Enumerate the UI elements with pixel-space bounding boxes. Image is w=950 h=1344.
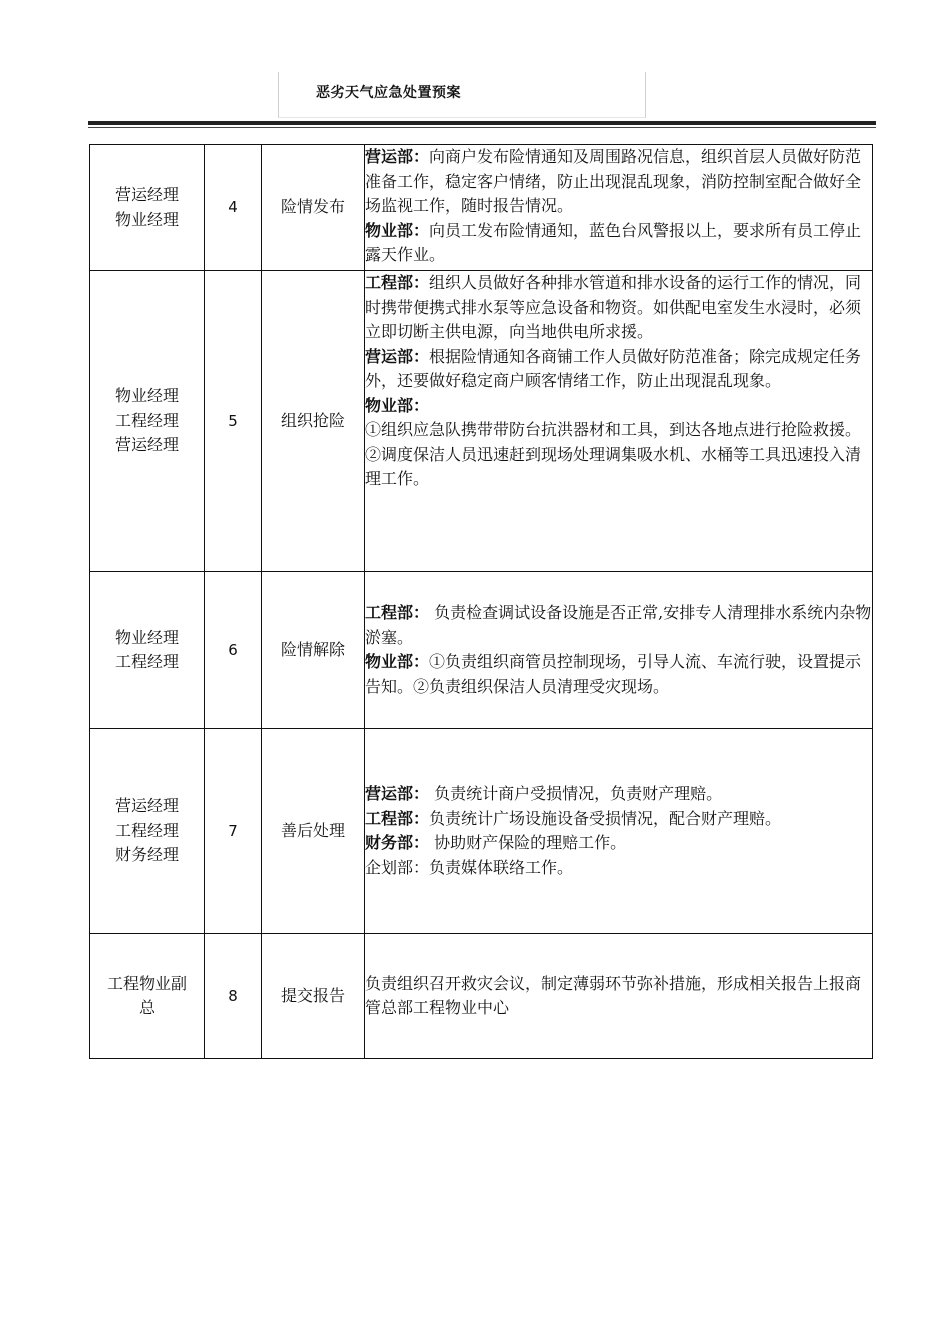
- step-number: 5: [205, 271, 262, 572]
- emergency-plan-table: [89, 144, 873, 1059]
- step-name: 险情发布: [262, 145, 365, 271]
- description-text: 组织人员做好各种排水管道和排水设备的运行工作的情况，同时携带便携式排水泵等应急设备和物资。如供配电室发生水浸时，必须立即切断主供电源，向当地供电所求援。: [365, 273, 862, 341]
- table-row: [90, 271, 873, 572]
- department-label: 工程部：: [365, 603, 430, 622]
- responsible-roles-cell: [90, 934, 205, 1059]
- description-text: 向员工发布险情通知，蓝色台风警报以上，要求所有员工停止露天作业。: [365, 220, 862, 264]
- responsible-role: 物业经理: [114, 209, 179, 229]
- table-row: [90, 572, 873, 729]
- step-number: 6: [205, 572, 262, 729]
- department-label: 工程部：: [365, 273, 430, 292]
- description-paragraph: [365, 782, 872, 807]
- responsible-role: 营运经理: [114, 435, 179, 455]
- responsible-role: 工程经理: [114, 820, 179, 840]
- responsible-role: 工程经理: [114, 410, 179, 430]
- responsible-role: 营运经理: [114, 796, 179, 816]
- description-text: 负责统计商户受损情况，负责财产理赔。: [429, 784, 723, 803]
- description-text: 负责组织召开救灾会议，制定薄弱环节弥补措施，形成相关报告上报商管总部工程物业中心: [365, 973, 862, 1017]
- description-text: 负责检查调试设备设施是否正常,安排专人清理排水系统内杂物淤塞。: [365, 603, 872, 647]
- department-label: 营运部：: [365, 147, 430, 166]
- description-paragraph: [365, 831, 872, 856]
- department-label: 财务部：: [365, 833, 430, 852]
- step-description: [365, 271, 873, 572]
- description-paragraph: [365, 807, 872, 832]
- step-description: [365, 572, 873, 729]
- description-paragraph: [365, 443, 872, 492]
- step-number: 4: [205, 145, 262, 271]
- description-text: 向商户发布险情通知及周围路况信息，组织首层人员做好防范准备工作，稳定客户情绪，防止出现混乱现象，消防控制室配合做好全场监视工作，随时报告情况。: [365, 147, 862, 215]
- department-label: 物业部：: [365, 395, 430, 415]
- description-paragraph: [365, 856, 872, 881]
- description-paragraph: [365, 601, 872, 650]
- description-paragraph: [365, 972, 872, 1021]
- description-text: 根据险情通知各商铺工作人员做好防范准备；除完成规定任务外，还要做好稳定商户顾客情绪工作，防止出现混乱现象。: [365, 346, 862, 390]
- description-text: 企划部：负责媒体联络工作。: [365, 857, 574, 877]
- description-text: 协助财产保险的理赔工作。: [429, 833, 627, 852]
- step-name: 险情解除: [262, 572, 365, 729]
- step-number: 7: [205, 729, 262, 934]
- step-number: 8: [205, 934, 262, 1059]
- description-paragraph: [365, 650, 872, 699]
- table-row: [90, 729, 873, 934]
- description-paragraph: [365, 145, 872, 219]
- responsible-role: 总: [138, 998, 155, 1017]
- document-header-title: 恶劣天气应急处置预案: [316, 85, 461, 101]
- responsible-role: 财务经理: [114, 845, 179, 865]
- responsible-role: 营运经理: [114, 185, 179, 204]
- description-text: ②调度保洁人员迅速赶到现场处理调集吸水机、水桶等工具迅速投入清理工作。: [365, 444, 862, 488]
- header-rule-thick: [88, 121, 876, 125]
- description-text: 负责统计广场设施设备受损情况，配合财产理赔。: [429, 808, 782, 828]
- responsible-roles-cell: [90, 145, 205, 271]
- step-description: [365, 934, 873, 1059]
- step-name: 善后处理: [262, 729, 365, 934]
- step-name: 组织抢险: [262, 271, 365, 572]
- description-text: ①组织应急队携带带防台抗洪器材和工具，到达各地点进行抢险救援。: [365, 420, 862, 439]
- step-description: [365, 729, 873, 934]
- table-row: [90, 145, 873, 271]
- responsible-role: 物业经理: [114, 627, 179, 647]
- responsible-role: 工程经理: [114, 652, 179, 671]
- description-paragraph: [365, 418, 872, 443]
- step-description: [365, 145, 873, 271]
- department-label: 物业部：: [365, 220, 430, 240]
- department-label: 营运部：: [365, 346, 430, 366]
- responsible-roles-cell: [90, 572, 205, 729]
- department-label: 营运部：: [365, 784, 430, 803]
- table-row: [90, 934, 873, 1059]
- responsible-role: 工程物业副: [106, 973, 187, 993]
- responsible-roles-cell: [90, 271, 205, 572]
- step-name: 提交报告: [262, 934, 365, 1059]
- description-paragraph: [365, 271, 872, 345]
- description-text: ①负责组织商管员控制现场，引导人流、车流行驶，设置提示告知。②负责组织保洁人员清理受灾现场。: [365, 652, 862, 696]
- responsible-roles-cell: [90, 729, 205, 934]
- description-paragraph: [365, 394, 872, 419]
- department-label: 工程部：: [365, 808, 430, 828]
- description-paragraph: [365, 345, 872, 394]
- description-paragraph: [365, 219, 872, 268]
- department-label: 物业部：: [365, 652, 430, 671]
- header-rule-thin: [88, 127, 876, 128]
- responsible-role: 物业经理: [114, 386, 179, 406]
